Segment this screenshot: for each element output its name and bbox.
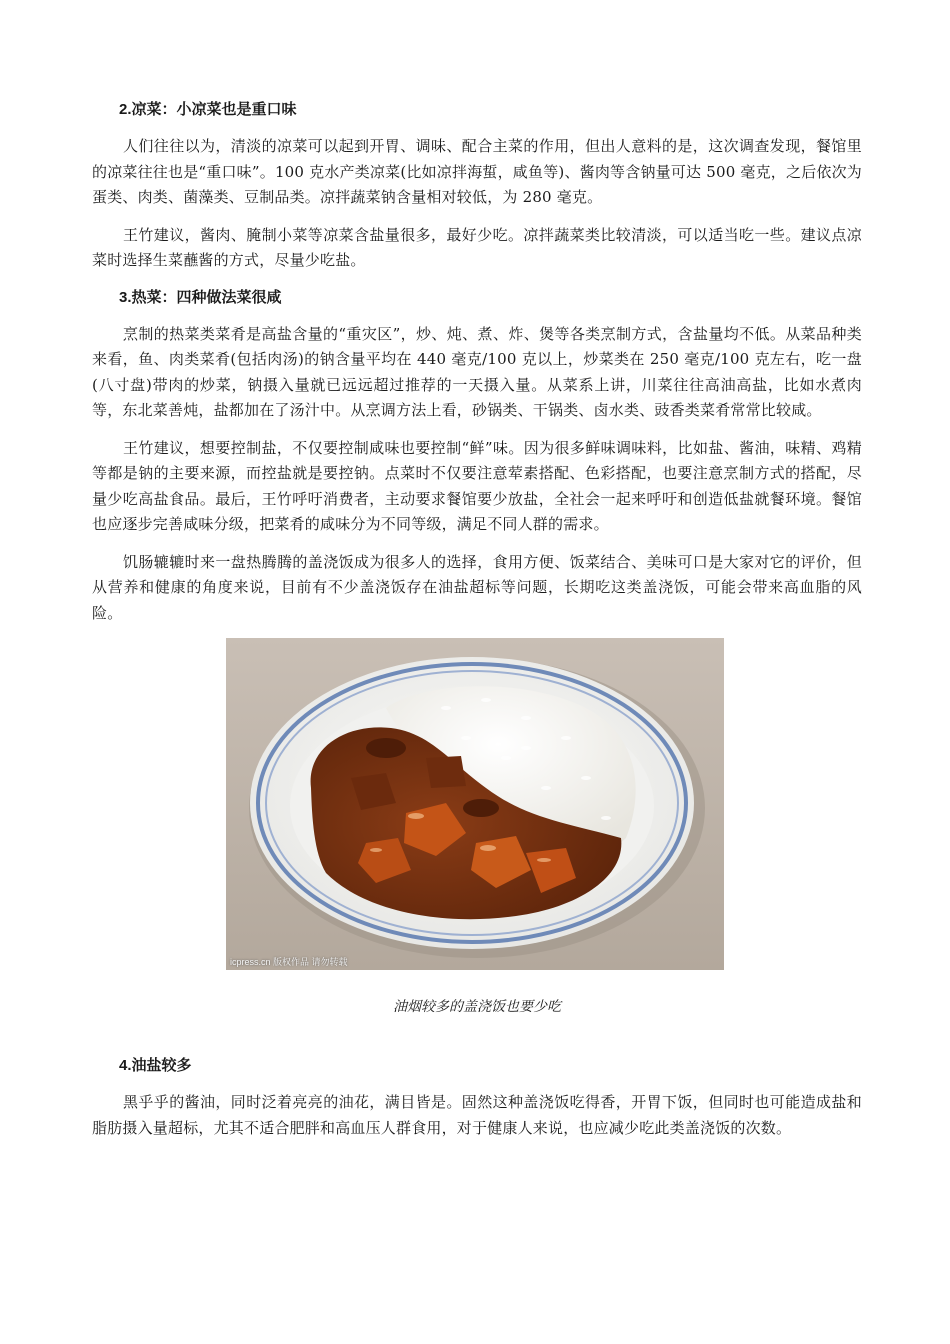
heading-cold-dishes: 2.凉菜：小凉菜也是重口味 xyxy=(119,101,297,118)
paragraph: 烹制的热菜类菜肴是高盐含量的“重灾区”，炒、炖、煮、炸、煲等各类烹制方式，含盐量均不低。从菜品种类来看，鱼、肉类菜肴(包括肉汤)的钠含量平均在 440 毫克/100 克以上，炒菜类在 250 毫克/100 克左右，吃一盘(八寸盘)带肉的炒菜，钠摄入量就已远远超过推荐的一天摄入量。从菜系上讲，川菜往往高油高盐，比如水煮肉等，东北菜善炖，盐都加在了汤汁中。从烹调方法上看，砂锅类、干锅类、卤水类、豉香类菜肴常常比较咸。 xyxy=(92,324,862,419)
paragraph: 王竹建议，酱肉、腌制小菜等凉菜含盐量很多，最好少吃。凉拌蔬菜类比较清淡，可以适当吃一些。建议点凉菜时选择生菜蘸酱的方式，尽量少吃盐。 xyxy=(92,225,862,269)
heading-hot-dishes: 3.热菜：四种做法菜很咸 xyxy=(119,288,282,306)
figure-caption: 油烟较多的盖浇饭也要少吃 xyxy=(393,999,561,1015)
curry-rice-illustration xyxy=(226,638,724,970)
watermark-text: icpress.cn 版权作品 请勿转载 xyxy=(230,957,348,967)
paragraph: 人们往往以为，清淡的凉菜可以起到开胃、调味、配合主菜的作用，但出人意料的是，这次调查发现，餐馆里的凉菜往往也是“重口味”。100 克水产类凉菜(比如凉拌海蜇，咸鱼等)、酱肉等含钠量可达 500 毫克，之后依次为蛋类、肉类、菌藻类、豆制品类。凉拌蔬菜钠含量相对较低，为 280 毫克。 xyxy=(92,137,863,206)
paragraph: 王竹建议，想要控制盐，不仅要控制咸味也要控制“鲜”味。因为很多鲜味调味料，比如盐、酱油，味精、鸡精等都是钠的主要来源，而控盐就是要控钠。点菜时不仅要注意荤素搭配、色彩搭配，也要注意烹制方式的搭配，尽量少吃高盐食品。最后，王竹呼吁消费者，主动要求餐馆要少放盐，全社会一起来呼吁和创造低盐就餐环境。餐馆也应逐步完善咸味分级，把菜肴的咸味分为不同等级，满足不同人群的需求。 xyxy=(92,438,862,533)
curry-rice-photo xyxy=(226,638,724,970)
heading-oil-salt: 4.油盐较多 xyxy=(119,1057,192,1074)
article xyxy=(92,98,862,1153)
paragraph: 饥肠辘辘时来一盘热腾腾的盖浇饭成为很多人的选择，食用方便、饭菜结合、美味可口是大家对它的评价，但从营养和健康的角度来说，目前有不少盖浇饭存在油盐超标等问题，长期吃这类盖浇饭，可能会带来高血脂的风险。 xyxy=(92,552,862,622)
paragraph: 黑乎乎的酱油，同时泛着亮亮的油花，满目皆是。固然这种盖浇饭吃得香，开胃下饭，但同时也可能造成盐和脂肪摄入量超标，尤其不适合肥胖和高血压人群食用，对于健康人来说，也应减少吃此类盖浇饭的次数。 xyxy=(92,1093,862,1137)
